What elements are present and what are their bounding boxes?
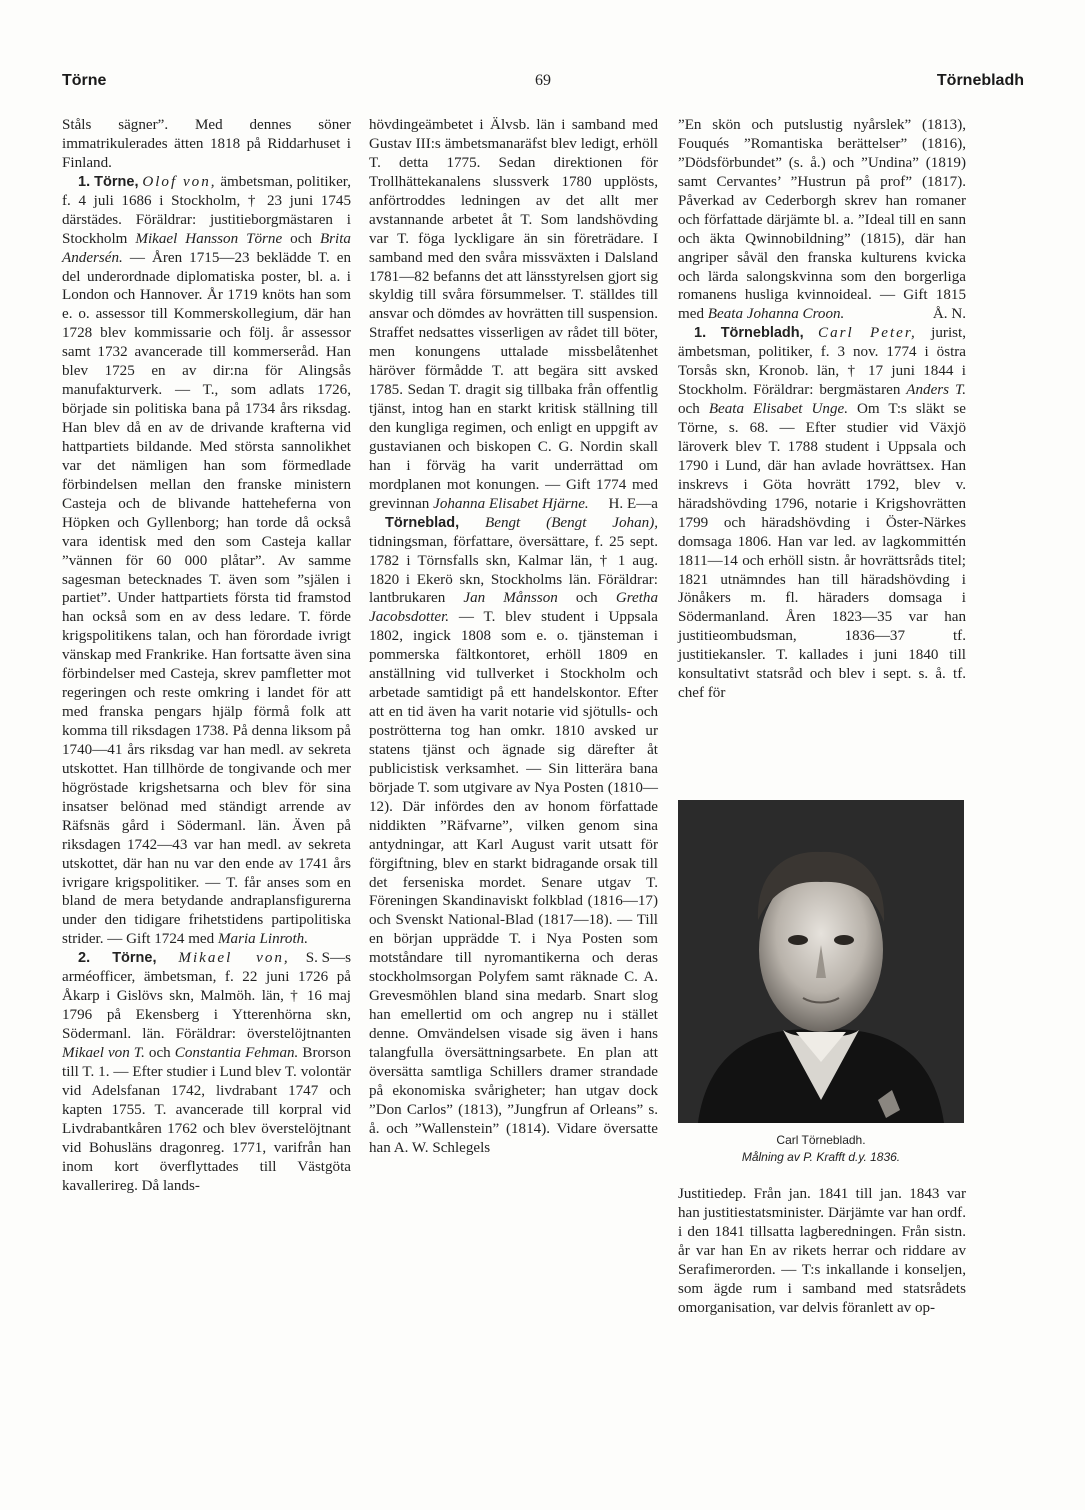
entry-heading: Törneblad, [385,514,460,531]
entry-body: Brorson till T. 1. — Efter studier i Lund blev T. volontär vid Adelsfanan 1742, livdrabant 1747 och kapten 1755. T. avancerade till korpral vid Livdrabantkåren 1762 och blev överstelöjtnant vid Bohusläns dragonreg. 1771, varifrån han inom kort överflyttades till Västgöta kavallerireg. Då lands- [62,1044,352,1194]
text-column-1 [62,116,351,1195]
parent-name: Gretha Jacobsdotter. [369,590,659,626]
entry-body: — Åren 1715—23 beklädde T. en del underordnade diplomatiska poster, bl. a. i London och Hannover. År 1719 knöts han som e. o. assessor till Kommerskollegium, där han 1728 blev kommissarie och följ. år assessor samt 1732 avancerade till kommerseråd. Han blev 1725 en av dir:na för Alingsås manufakturverk. — T., som adlats 1726, började sin politiska bana på 1734 års riksdag. Han blev då en av de drivande krafterna vid hattpartiets bildande. Med största sannolikhet var det nämligen han som förmedlade förbindelsen mellan den franske ministern Casteja och de blivande hatteheferna von Höpken och Gyllenborg; han torde då också vara identisk med den som Casteja kallar ”vännen för 60 000 plåtar”. Av samme sagesman betecknades T. även som ”själen i partiet”. Under hattpartiets första tid framstod han också som en av dess ledare. T. förde krigspolitikens talan, och han förordade ivrigt vänskap med Frankrike. Han fortsatte även sina förbindelser med Casteja, skrev pamfletter mot regeringen och reste omkring i landet för att med franska pengars hjälp förmå folk att komma till riksdagen 1738. På denna liksom på 1740—41 års riksdag var han medl. av sekreta utskottet. Han tillhörde de tongivande och mer högröstade krigshetsarna och blev för sina insatser belönad med ständigt arrende av Räfsnäs gård i Södermanl. län. Även på riksdagen 1742—43 var han medl. av sekreta utskottet, där han nu var den ende av 1741 års ivrigare krigspolitiker. — T. får anses som en bland de mera betydande andraplansfigurerna under den tidigare frihetstidens partipolitiska strider. — Gift 1724 med [62,249,351,948]
entry-given-name: Olof von, [142,173,217,190]
entry-heading: 1. Törnebladh, [694,325,804,342]
author-signature: Å. N. [932,306,966,323]
parent-name: Anders T. [906,382,966,399]
parent-name: Mikael von T. [62,1044,145,1061]
parent-name: Constantia Fehman. [174,1044,299,1061]
header-left-word: Törne [62,72,107,89]
entry-given-name: Bengt (Bengt Johan), [485,514,658,531]
running-header [62,72,1024,96]
entry-text: arméofficer, ämbetsman, f. 22 juni 1726 på Åkarp i Gislövs skn, Malmöh. län, † 16 maj 1796 på Ekensberg i Ytterenhörna skn, Södermanl. län. Föräldrar: överstelöjtnanten [62,969,351,1042]
page-number: 69 [535,72,551,89]
entry-heading: 2. Törne, [78,950,157,967]
paragraph: Ståls sägner”. Med dennes söner immatrikulerades ätten 1818 på Riddarhuset i Finland. [62,117,351,171]
paragraph: Justitiedep. Från jan. 1841 till jan. 1843 var han justitiestatsminister. Därjämte var han ordf. i den 1841 tillsatta lagberedningen. Från sistn. år var han En av rikets herrar och riddare av Serafimerorden. — T:s inkallande i konseljen, som ägde rum i samband med statsrådets omorganisation, var delvis föranlett av op- [678,1186,966,1316]
parent-name: Jan Månsson [463,590,558,607]
header-right-word: Törnebladh [936,72,1024,89]
entry-text: jurist, ämbetsman, politiker, f. 3 nov. 1774 i östra Torsås skn, Kronob. län, † 17 juni 1844 i Stockholm. Föräldrar: bergmästaren [678,325,966,399]
portrait-image [678,800,964,1123]
author-signature: S. S—s [305,950,351,967]
entry-heading: 1. Törne, [78,173,139,190]
caption-name: Carl Törnebladh. [776,1133,866,1147]
portrait-illustration [678,800,964,1123]
entry-carl-peter-tornebladh [678,324,966,703]
text-column-2 [369,116,658,1158]
entry-text: ämbetsman, politiker, f. 4 juli 1686 i Stockholm, † 23 juni 1745 därstädes. Föräldrar: justitieborgmästaren i Stockholm [62,173,351,247]
conjunction: och [575,590,598,607]
entry-text: tidningsman, författare, översättare, f. 25 sept. 1782 i Törnsfalls skn, Kalmar län, † 1 aug. 1820 i Ekerö skn, Stockholms län. Föräldrar: lantbrukaren [369,533,658,607]
paragraph [678,116,966,324]
entry-given-name: Carl Peter, [818,325,917,342]
paragraph [369,116,658,514]
spouse-name: Johanna Elisabet Hjärne. [433,495,589,512]
entry-body: Om T:s släkt se Törne, s. 68. — Efter studier vid Växjö läroverk blev T. 1788 student i Uppsala och 1790 i Lund, där han avlade hovrättsex. Han inskrevs i Göta hovrätt 1792, blev v. häradshövding 1796, notarie i Krigshovrätten 1799 och häradshövding i Öster-Närkes domsaga 1806. Han var led. av lagkommittén 1811—14 och erhöll sistn. år hovrättsråds titel; 1821 utnämndes han till häradshövding i Jönåkers m. fl. häraders domsaga i Södermanland. Åren 1823—35 var han justitieombudsman, 1836—37 tf. justitiekansler. T. kallades i juni 1840 till konsultativt statsråd och blev i sept. s. å. tf. chef för [678,401,966,702]
entry-mikael-von-torne [62,949,351,1195]
conjunction: och [290,230,312,247]
paragraph-text: hövdingeämbetet i Älvsb. län i samband med Gustav III:s ämbetsmanaräfst blev ledigt, erhöll T. detta 1775. Sedan direktionen för Trollhättekanalens slussverk 1780 upplösts, anförtroddes ledningen av det allt mer avstannande arbetet åt T. Som landshövding var T. föga lyckligare än sin företrädare. I samband med den svåra missväxten i Dalsland 1781—82 befanns det att länsstyrelsen gjort sig skyldig till svåra försummelser. T. ställdes till ansvar och dömdes av hovrätten till suspension. Straffet nedsattes visserligen av rådet till böter, men konungens uttalade missbelåtenhet häröver förmådde T. att begära sitt avsked 1785. Sedan T. dragit sig tillbaka från offentlig tjänst, intog han en starkt kritisk ställning till den kungliga regimen, och enligt en uppgift av gustavianen och biskopen C. G. Nordin skall han i förväg ha varit underrättad om mordplanen mot konungen. — Gift 1774 med grevinnan [369,117,658,512]
parent-name: Beata Elisabet Unge. [708,401,848,418]
entry-bengt-torneblad [369,514,658,1158]
conjunction: och [678,401,700,418]
paragraph-text: ”En skön och putslustig nyårslek” (1813), Fouqués ”Romantiska berättelser” (1816), ”Dödsförbundet” (s. å.) och ”Undina” (1819) samt Cervantes’ ”Hustrun på prof” (1817). Påverkad av Cederborgh skrev han romaner och författade därjämte bl. a. ”Ideal till en sann och äkta Qwinnobildning” (1815), där han angriper såväl den franska kulturens kvicka och lärda salongskvinna som den borgerliga romanens husliga kvinnoideal. — Gift 1815 med [678,117,966,323]
entry-given-name: Mikael von, [178,950,290,967]
spouse-name: Maria Linroth. [217,931,308,948]
text-column-3 [678,116,966,703]
caption-credit: Målning av P. Krafft d.y. 1836. [741,1150,901,1164]
parent-name: Brita Andersén. [62,230,351,266]
portrait-caption [678,1132,964,1166]
text-column-3-lower [678,1185,966,1318]
parent-name: Mikael Hansson Törne [135,230,283,247]
conjunction: och [148,1044,171,1061]
author-signature: H. E—a [608,495,658,512]
spouse-name: Beata Johanna Croon. [707,306,845,323]
entry-body: — T. blev student i Uppsala 1802, ingick 1808 som e. o. tjänsteman i pommerska fältkontoret, erhöll 1809 en anställning vid tullverket i Stockholm och arbetade samtidigt på ett handelskontor. Efter att en tid även ha varit notarie vid sjötulls- och poströtterna tog han omkr. 1810 avsked ur statens tjänst och ägnade sig därefter åt publicistisk verksamhet. — Sin litterära bana började T. som utgivare av Nya Posten (1810—12). Där infördes den av honom författade niddikten ”Räfvarne”, vilken genom sina antydningar, att Karl August varit utsatt för förgiftning, blev en starkt bidragande orsak till det ferseniska mordet. Senare utgav T. Föreningen Skandinaviskt folkblad (1816—17) och Svenskt National-Blad (1817—18). — Till en början upprädde T. i Nya Posten som motståndare till nyromantikerna och deras stockholmsorgan Polyfem samt räknade C. A. Grevesmöhlen bland sina medarb. Snart slog han emellertid om och angrep nu i stället denne. Omvändelsen visade sig även i hans talangfulla översättningsarbete. En plan att översätta samtliga Schillers dramer strandade på ekonomiska svårigheter; han utgav dock ”Don Carlos” (1813), ”Jungfrun af Orleans” s. å. och ”Wallenstein” (1814). Vidare översatte han A. W. Schlegels [369,609,658,1156]
